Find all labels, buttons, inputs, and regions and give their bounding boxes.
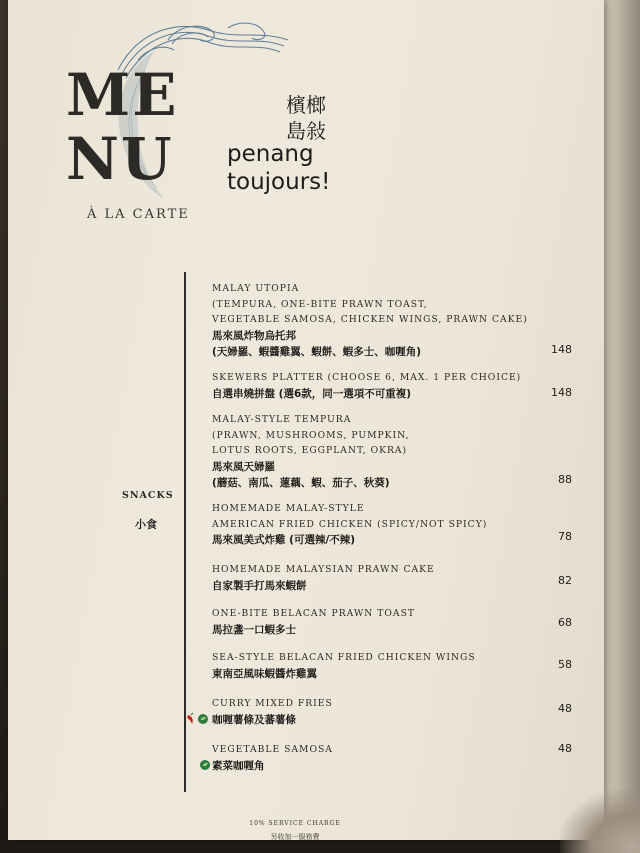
vegetarian-icon xyxy=(198,714,208,724)
item-name-en: LOTUS ROOTS, EGGPLANT, OKRA) xyxy=(212,445,408,456)
item-name-en: MALAY-STYLE TEMPURA xyxy=(212,414,352,425)
item-price: 68 xyxy=(558,616,572,629)
menu-item xyxy=(212,742,572,774)
menu-item xyxy=(212,562,572,594)
item-name-cn: 馬拉盞一口蝦多士 xyxy=(212,623,296,636)
item-icons xyxy=(198,758,212,772)
item-name-cn: 馬來風炸物烏托邦 xyxy=(212,329,296,342)
a-la-carte-subtitle: À LA CARTE xyxy=(87,207,190,222)
item-name-cn: (天婦羅、蝦醬雞翼、蝦餅、蝦多士、咖喱角) xyxy=(212,345,422,358)
item-name-en: VEGETABLE SAMOSA, CHICKEN WINGS, PRAWN CAKE) xyxy=(212,314,528,325)
item-name-en: SKEWERS PLATTER (CHOOSE 6, MAX. 1 PER CHOICE) xyxy=(212,372,522,383)
penang-tagline-line2: toujours! xyxy=(227,169,331,195)
item-name-en: (PRAWN, MUSHROOMS, PUMPKIN, xyxy=(212,429,410,441)
item-name-en: ONE-BITE BELACAN PRAWN TOAST xyxy=(212,608,415,619)
service-charge-note-en: 10% SERVICE CHARGE xyxy=(249,820,341,827)
penang-tagline-line1: penang xyxy=(227,141,314,167)
menu-item xyxy=(212,370,572,402)
chinese-tagline xyxy=(258,92,326,144)
menu-item xyxy=(212,501,572,548)
menu-item xyxy=(212,412,572,491)
item-name-cn: 咖喱薯條及蕃薯條 xyxy=(212,713,296,726)
item-name-cn: 素菜咖喱角 xyxy=(212,759,265,772)
service-charge-note-cn: 另收加一服務費 xyxy=(270,833,320,841)
chili-icon xyxy=(187,713,193,724)
section-title-en: SNACKS xyxy=(122,490,174,501)
item-name-en: HOMEMADE MALAYSIAN PRAWN CAKE xyxy=(212,564,435,575)
item-name-en: VEGETABLE SAMOSA xyxy=(212,744,333,755)
chinese-tagline-line2: 島敍 xyxy=(286,119,326,143)
item-icons xyxy=(186,712,212,726)
item-price: 48 xyxy=(558,702,572,715)
menu-logo-line1: ME xyxy=(66,61,179,129)
menu-item xyxy=(212,606,572,638)
vegetarian-icon xyxy=(200,760,210,770)
item-name-en: HOMEMADE MALAY-STYLE xyxy=(212,503,365,514)
menu-item xyxy=(212,650,572,682)
item-name-en: AMERICAN FRIED CHICKEN (SPICY/NOT SPICY) xyxy=(212,518,488,530)
item-name-cn: 馬來風天婦羅 xyxy=(212,460,275,473)
menu-logo-line2: NU xyxy=(66,125,174,193)
item-name-en: (TEMPURA, ONE-BITE PRAWN TOAST, xyxy=(212,298,428,310)
chinese-tagline-line1: 檳榔 xyxy=(286,93,326,117)
item-name-cn: 自家製手打馬來蝦餅 xyxy=(212,579,307,592)
item-price: 88 xyxy=(558,473,572,486)
item-name-en: CURRY MIXED FRIES xyxy=(212,698,333,709)
item-price: 58 xyxy=(558,658,572,671)
item-name-cn: (蘑菇、南瓜、蓮藕、蝦、茄子、秋葵) xyxy=(212,476,390,489)
item-price: 82 xyxy=(558,574,572,587)
item-price: 78 xyxy=(558,530,572,543)
menu-item xyxy=(212,281,572,360)
item-price: 48 xyxy=(558,742,572,755)
menu-item xyxy=(212,696,572,728)
item-name-cn: 東南亞風味蝦醬炸雞翼 xyxy=(212,667,317,680)
item-name-cn: 自選串燒拼盤 (選6款，同一選項不可重複) xyxy=(212,387,412,400)
item-price: 148 xyxy=(551,386,572,399)
section-title-cn: 小食 xyxy=(135,518,157,531)
item-name-en: SEA-STYLE BELACAN FRIED CHICKEN WINGS xyxy=(212,652,476,663)
item-name-cn: 馬來風美式炸雞 (可選辣/不辣) xyxy=(212,534,356,546)
penang-tagline xyxy=(227,140,330,196)
item-name-en: MALAY UTOPIA xyxy=(212,283,300,294)
item-price: 148 xyxy=(551,343,572,356)
